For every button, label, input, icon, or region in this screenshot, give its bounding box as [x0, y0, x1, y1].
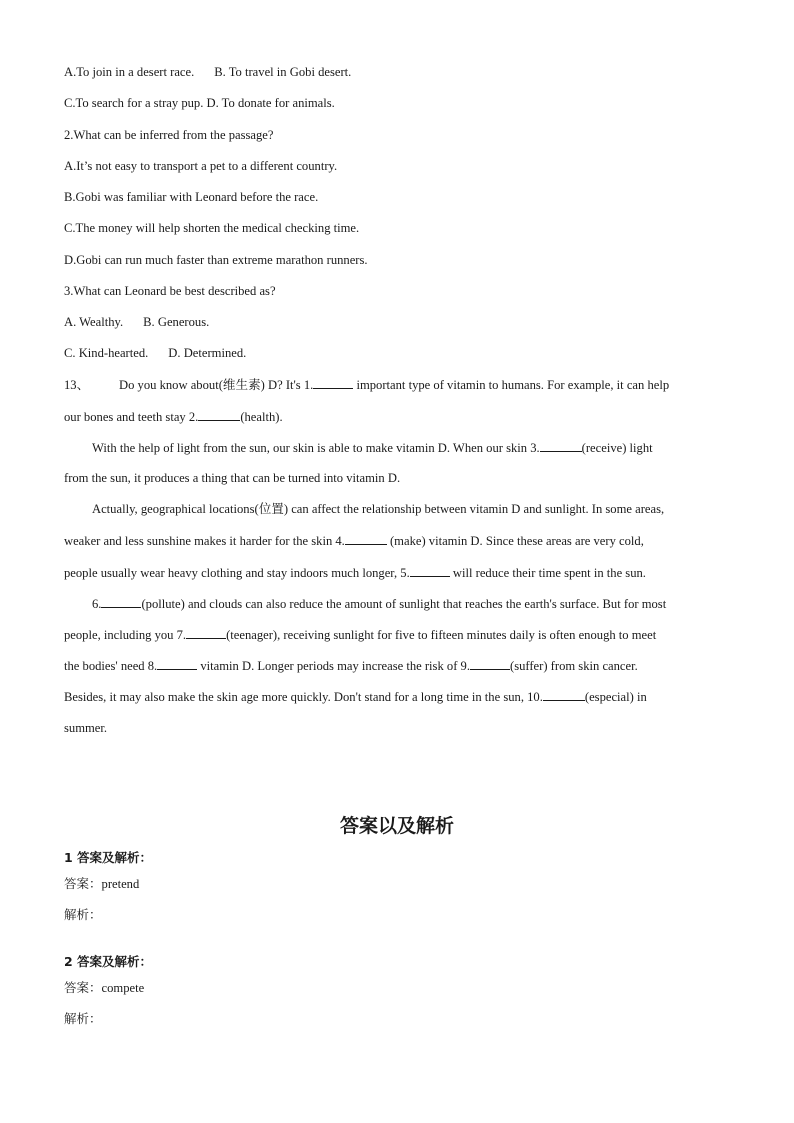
q13-line-5: Actually, geographical locations(位置) can affect the relationship between vitamin D and sunlight. In some areas, — [92, 502, 665, 516]
q13-line-6: weaker and less sunshine makes it harder for the skin 4. (make) vitamin D. Since these areas are very cold, — [64, 534, 644, 548]
q1-option-d: D. To donate for animals. — [206, 96, 335, 110]
blank-10[interactable] — [543, 688, 585, 701]
answer-2-answer: 答案：compete — [64, 980, 145, 995]
q13-line-3: With the help of light from the sun, our skin is able to make vitamin D. When our skin 3. (receive) light — [92, 441, 653, 455]
q2-option-a: A.It’s not easy to transport a pet to a different country. — [64, 159, 338, 173]
q13-line-1: 13、 Do you know about(维生素) D? It's 1. important type of vitamin to humans. For example, it can help — [64, 378, 670, 392]
q13-line-12: summer. — [64, 721, 108, 735]
answers-title: 答案以及解析 — [339, 815, 454, 837]
q13-number: 13、 — [64, 378, 90, 392]
q13-line-2: our bones and teeth stay 2. (health). — [64, 410, 283, 424]
q1-option-c: C.To search for a stray pup. — [64, 96, 204, 110]
q2-option-c: C.The money will help shorten the medical checking time. — [64, 221, 360, 235]
q3-options-cd — [64, 345, 246, 361]
q3-options-ab — [64, 314, 209, 330]
blank-3[interactable] — [540, 439, 582, 452]
q13-line-9: people, including you 7. (teenager), receiving sunlight for five to fifteen minutes daily is often enough to meet — [64, 628, 657, 642]
blank-4[interactable] — [345, 532, 387, 545]
q13-line-10: the bodies' need 8. vitamin D. Longer periods may increase the risk of 9. (suffer) from skin cancer. — [64, 659, 638, 673]
answer-2-analysis: 解析： — [64, 1011, 102, 1026]
blank-1[interactable] — [313, 376, 353, 389]
blank-9[interactable] — [470, 657, 510, 670]
answer-2-heading: 2 答案及解析： — [64, 954, 153, 969]
q13-line-4: from the sun, it produces a thing that can be turned into vitamin D. — [64, 471, 401, 485]
q3-option-c: C. Kind-hearted. — [64, 346, 149, 360]
q3-option-b: B. Generous. — [143, 315, 210, 329]
q13-line-8: 6. (pollute) and clouds can also reduce the amount of sunlight that reaches the earth's surface. But for most — [92, 597, 667, 611]
q13-line-7: people usually wear heavy clothing and stay indoors much longer, 5. will reduce their time spent in the sun. — [64, 566, 646, 580]
q2-option-d: D.Gobi can run much faster than extreme marathon runners. — [64, 253, 368, 267]
blank-8[interactable] — [157, 657, 197, 670]
blank-7[interactable] — [186, 626, 226, 639]
q1-option-a: A.To join in a desert race. — [64, 65, 195, 79]
answer-1-answer: 答案：pretend — [64, 876, 140, 891]
q13-line-11: Besides, it may also make the skin age more quickly. Don't stand for a long time in the sun, 10. (especial) in — [64, 690, 647, 704]
answer-1-analysis: 解析： — [64, 907, 102, 922]
q3-option-a: A. Wealthy. — [64, 315, 124, 329]
q3-option-d: D. Determined. — [168, 346, 247, 360]
blank-2[interactable] — [198, 408, 240, 421]
answer-1-heading: 1 答案及解析： — [64, 850, 153, 865]
q1-options-cd — [64, 95, 335, 111]
q1-option-b: B. To travel in Gobi desert. — [214, 65, 352, 79]
q1-options-ab — [64, 64, 351, 80]
blank-5[interactable] — [410, 564, 450, 577]
blank-6[interactable] — [101, 595, 141, 608]
q2-option-b: B.Gobi was familiar with Leonard before the race. — [64, 190, 319, 204]
q3-stem: 3.What can Leonard be best described as? — [64, 284, 276, 298]
q2-stem: 2.What can be inferred from the passage? — [64, 128, 274, 142]
